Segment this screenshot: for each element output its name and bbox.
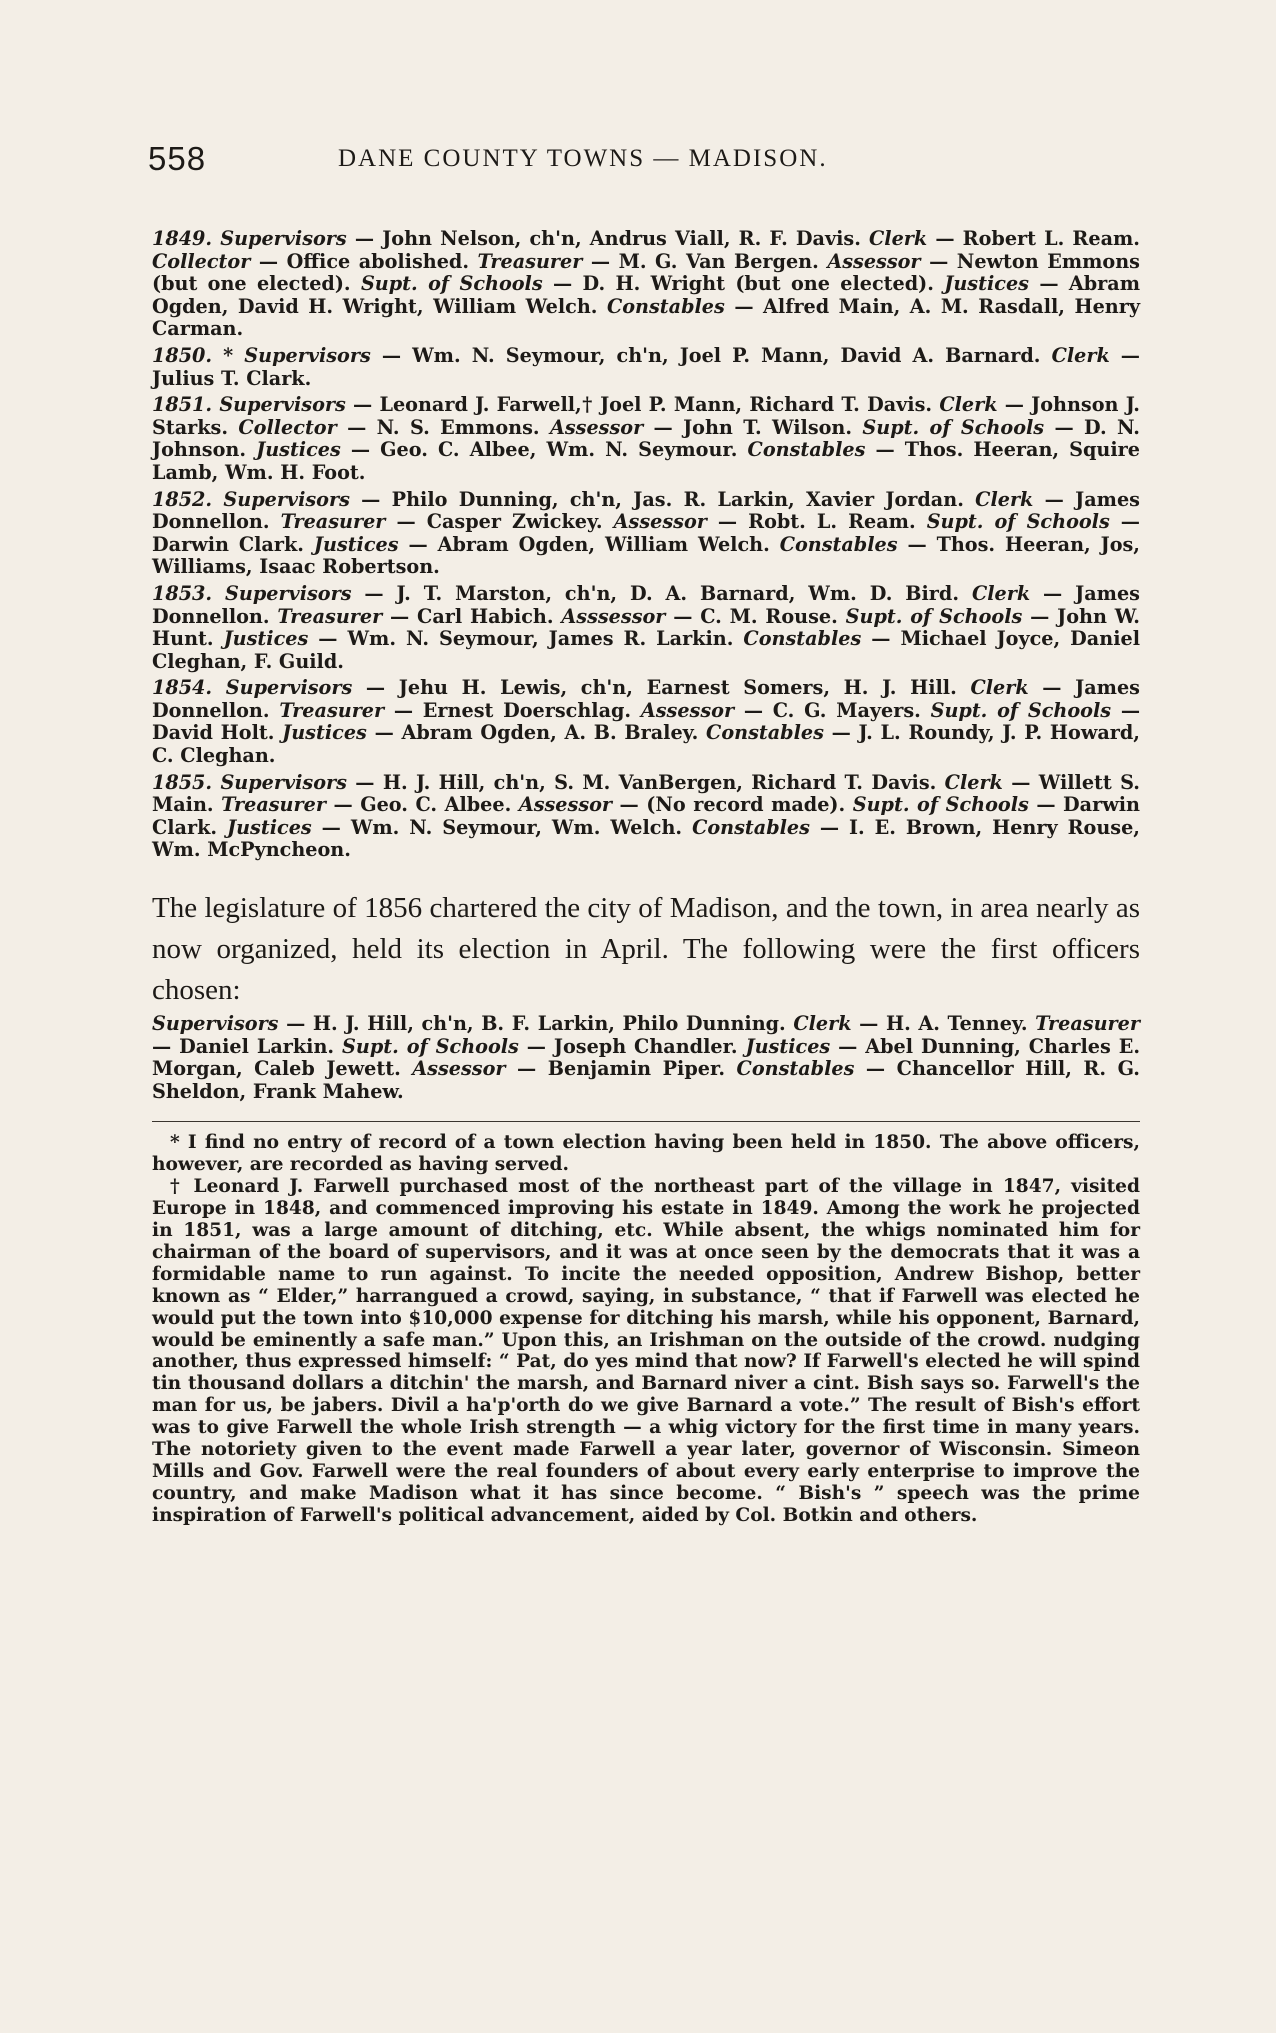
office-holders: Joseph Chandler. [553, 1034, 738, 1058]
office-title: Assessor [827, 249, 921, 273]
first-officers-entry: Supervisors — H. J. Hill, ch'n, B. F. Larkin, Philo Dunning. Clerk — H. A. Tenney. Treasurer — Daniel Larkin. Supt. of Schools — Joseph Chandler. Justices — Abel Dunning, Charles E. Morgan, Caleb Jewett. Assessor — Benjamin Piper. Constables — Chancellor Hill, R. G. Sheldon, Frank Mahew. [152, 1012, 1140, 1103]
page-body [152, 228, 1140, 1527]
office-holders: Julius T. Clark. [152, 366, 312, 390]
office-title: Constables [736, 1057, 855, 1081]
office-title: Clerk [1051, 343, 1110, 367]
office-holders: Willett S. Main. [152, 770, 1140, 817]
office-title: Clerk [971, 581, 1031, 605]
office-title: Justices [227, 815, 312, 839]
office-title: Supt. of Schools [852, 793, 1029, 817]
office-title: Supt. of Schools [862, 415, 1045, 439]
office-title: Treasurer [277, 604, 383, 628]
office-holders: Jehu H. Lewis, ch'n, Earnest Somers, H. J. Hill. [398, 676, 957, 700]
office-holders: James Donnellon. [152, 487, 1140, 534]
office-title: Collector [152, 249, 251, 273]
office-holders: Ernest Doerschlag. [422, 698, 632, 722]
office-holders: John W. Hunt. [152, 604, 1140, 651]
office-holders: C. G. Mayers. [772, 698, 921, 722]
election-year: 1850. * [152, 343, 234, 367]
office-title: Justices [282, 721, 367, 745]
office-title: Justices [223, 627, 309, 651]
office-title: Constables [779, 532, 898, 556]
office-holders: Philo Dunning, ch'n, Jas. R. Larkin, Xavier Jordan. [391, 487, 964, 511]
office-holders: C. M. Rouse. [700, 604, 838, 628]
office-title: Supt. of Schools [342, 1034, 519, 1058]
office-title: Justices [944, 272, 1029, 296]
office-holders: Thos. Heeran, Jos, Williams, Isaac Robertson. [152, 532, 1140, 579]
office-title: Clerk [975, 487, 1034, 511]
office-holders: J. T. Marston, ch'n, D. A. Barnard, Wm. D. Bird. [396, 581, 960, 605]
office-holders: Benjamin Piper. [547, 1057, 725, 1081]
charter-paragraph: The legislature of 1856 chartered the city of Madison, and the town, in area nearly as now organized, held its election in April. The following were the first officers chosen: [152, 892, 1140, 1007]
office-holders: H. J. Hill, ch'n, S. M. VanBergen, Richard T. Davis. [382, 770, 937, 794]
running-title: DANE COUNTY TOWNS — MADISON. [338, 145, 828, 172]
election-entry: 1852. Supervisors — Philo Dunning, ch'n, Jas. R. Larkin, Xavier Jordan. Clerk — James Donnellon. Treasurer — Casper Zwickey. Assessor — Robt. L. Ream. Supt. of Schools — Darwin Clark. Justices — Abram Ogden, William Welch. Constables — Thos. Heeran, Jos, Williams, Isaac Robertson. [152, 487, 1140, 579]
office-holders: Daniel Larkin. [179, 1034, 335, 1058]
office-title: Assessor [518, 793, 613, 817]
footnote-asterisk: * I find no entry of record of a town election having been held in 1850. The above officers, however, are recorded as having served. [152, 1132, 1140, 1176]
office-title: Supervisors [220, 227, 347, 250]
footnote-rule [152, 1121, 1140, 1122]
office-holders: D. N. Johnson. [152, 415, 1140, 462]
office-title: Clerk [869, 227, 928, 250]
office-holders: Abram Ogden, William Welch. [437, 532, 770, 556]
office-title: Treasurer [1035, 1012, 1140, 1036]
election-year: 1855. [152, 770, 213, 794]
office-holders: I. E. Brown, Henry Rouse, Wm. McPyncheon. [152, 815, 1140, 862]
office-title: Clerk [944, 770, 1003, 794]
office-holders: Wm. N. Seymour, ch'n, Joel P. Mann, David A. Barnard. [412, 343, 1041, 367]
office-title: Constables [692, 815, 810, 839]
office-holders: Abram Ogden, David H. Wright, William Welch. [152, 272, 1141, 318]
election-entry: 1853. Supervisors — J. T. Marston, ch'n, D. A. Barnard, Wm. D. Bird. Clerk — James Donnellon. Treasurer — Carl Habich. Asssessor — C. M. Rouse. Supt. of Schools — John W. Hunt. Justices — Wm. N. Seymour, James R. Larkin. Constables — Michael Joyce, Daniel Cleghan, F. Guild. [152, 581, 1140, 673]
office-holders: John Nelson, ch'n, Andrus Viall, R. F. Davis. [382, 227, 861, 250]
office-title: Treasurer [280, 510, 386, 534]
office-title: Supt. of Schools [926, 510, 1110, 534]
office-title: Supervisors [244, 343, 371, 367]
election-entry: 1849. Supervisors — John Nelson, ch'n, Andrus Viall, R. F. Davis. Clerk — Robert L. Ream. Collector — Office abolished. Treasurer — M. G. Van Bergen. Assessor — Newton Emmons (but one elected). Supt. of Schools — D. H. Wright (but one elected). Justices — Abram Ogden, David H. Wright, William Welch. Constables — Alfred Main, A. M. Rasdall, Henry Carman. [152, 227, 1141, 341]
election-entries [152, 228, 1140, 862]
office-holders: M. G. Van Bergen. [618, 249, 819, 273]
office-holders: Leonard J. Farwell,† Joel P. Mann, Richard T. Davis. [379, 393, 933, 417]
office-holders: Thos. Heeran, Squire Lamb, Wm. H. Foot. [152, 438, 1140, 484]
office-title: Assessor [549, 415, 644, 439]
office-title: Supervisors [219, 393, 346, 417]
office-title: Supt. of Schools [930, 698, 1112, 722]
office-holders: (No record made). [646, 793, 846, 817]
office-title: Supervisors [152, 1012, 279, 1036]
running-head [148, 140, 1138, 190]
page-number: 558 [148, 140, 207, 177]
office-holders: David Holt. [152, 721, 275, 745]
office-title: Treasurer [279, 698, 385, 722]
office-holders: Newton Emmons (but one elected). [152, 249, 1140, 296]
election-entry: 1850. * Supervisors — Wm. N. Seymour, ch'n, Joel P. Mann, David A. Barnard. Clerk — Julius T. Clark. [152, 343, 1140, 390]
election-year: 1852. [152, 487, 213, 511]
office-title: Collector [238, 415, 337, 439]
office-title: Supt. of Schools [360, 272, 543, 296]
office-title: Clerk [970, 676, 1029, 700]
office-holders: D. H. Wright (but one elected). [582, 272, 934, 296]
office-holders: Chancellor Hill, R. G. Sheldon, Frank Mahew. [152, 1057, 1140, 1103]
election-year: 1849. [152, 227, 213, 250]
office-title: Supervisors [220, 770, 347, 794]
office-holders: Alfred Main, A. M. Rasdall, Henry Carman. [152, 294, 1140, 341]
office-title: Supervisors [223, 487, 350, 511]
office-holders: Wm. N. Seymour, Wm. Welch. [350, 815, 683, 839]
office-holders: Wm. N. Seymour, James R. Larkin. [347, 627, 734, 651]
office-holders: Carl Habich. [417, 604, 554, 628]
office-title: Justices [313, 532, 399, 556]
election-year: 1851. [152, 393, 213, 417]
office-title: Assessor [412, 1057, 506, 1081]
office-holders: H. A. Tenney. [885, 1012, 1028, 1036]
office-holders: Johnson J. Starks. [152, 393, 1140, 439]
office-holders: Darwin Clark. [152, 532, 304, 556]
office-title: Constables [743, 627, 862, 651]
office-holders: John T. Wilson. [683, 415, 853, 439]
office-holders: H. J. Hill, ch'n, B. F. Larkin, Philo Dunning. [312, 1012, 786, 1036]
office-holders: Darwin Clark. [152, 793, 1140, 839]
office-title: Asssessor [561, 604, 666, 628]
election-entry: 1855. Supervisors — H. J. Hill, ch'n, S. M. VanBergen, Richard T. Davis. Clerk — Willett S. Main. Treasurer — Geo. C. Albee. Assessor — (No record made). Supt. of Schools — Darwin Clark. Justices — Wm. N. Seymour, Wm. Welch. Constables — I. E. Brown, Henry Rouse, Wm. McPyncheon. [152, 770, 1140, 862]
office-holders: Robert L. Ream. [962, 227, 1140, 250]
office-holders: J. L. Roundy, J. P. Howard, C. Cleghan. [152, 721, 1140, 768]
office-title: Constables [606, 294, 725, 318]
election-entry: 1854. Supervisors — Jehu H. Lewis, ch'n, Earnest Somers, H. J. Hill. Clerk — James Donnellon. Treasurer — Ernest Doerschlag. Assessor — C. G. Mayers. Supt. of Schools — David Holt. Justices — Abram Ogden, A. B. Braley. Constables — J. L. Roundy, J. P. Howard, C. Cleghan. [152, 676, 1141, 768]
office-title: Constables [747, 438, 866, 462]
office-title: Supervisors [225, 581, 352, 605]
office-holders: James Donnellon. [152, 581, 1140, 628]
office-title: Assessor [613, 510, 707, 534]
footnote-dagger: † Leonard J. Farwell purchased most of the northeast part of the village in 1847, visited Europe in 1848, and commenced improving his estate in 1849. Among the work he projected in 1851, was a large amount of ditching, etc. While absent, the whigs nominated him for chairman of the board of supervisors, and it was at once seen by the democrats that it was a formidable name to run against. To incite the needed opposition, Andrew Bishop, better known as “ Elder,” harrangued a crowd, saying, in substance, “ that if Farwell was elected he would put the town into $10,000 expense for ditching his marsh, while his opponent, Barnard, would be eminently a safe man.” Upon this, an Irishman on the outside of the crowd. nudging another, thus expressed himself: “ Pat, do yes mind that now? If Farwell's elected he will spind tin thousand dollars a ditchin' the marsh, and Barnard niver a cint. Bish says so. Farwell's the man for us, be jabers. Divil a ha'p'orth do we give Barnard a vote.” The result of Bish's effort was to give Farwell the whole Irish strength — a whig victory for the first time in many years. The notoriety given to the event made Farwell a year later, governor of Wisconsin. Simeon Mills and Gov. Farwell were the real founders of about every early enterprise to improve the country, and make Madison what it has since become. “ Bish's ” speech was the prime inspiration of Farwell's political advancement, aided by Col. Botkin and others. [152, 1176, 1140, 1526]
office-title: Treasurer [221, 793, 326, 817]
office-holders: N. S. Emmons. [376, 415, 540, 439]
election-year: 1854. [152, 676, 213, 700]
office-title: Supt. of Schools [845, 604, 1023, 628]
office-title: Assessor [640, 698, 735, 722]
office-holders: Robt. L. Ream. [748, 510, 916, 534]
office-title: Justices [745, 1034, 831, 1058]
office-title: Justices [256, 438, 341, 462]
office-holders: Office abolished. [286, 249, 470, 273]
office-holders: Geo. C. Albee, Wm. N. Seymour. [380, 438, 738, 462]
office-title: Supervisors [225, 676, 353, 700]
office-holders: James Donnellon. [152, 676, 1140, 722]
election-year: 1853. [152, 581, 213, 605]
office-holders: Casper Zwickey. [426, 510, 603, 534]
election-entry: 1851. Supervisors — Leonard J. Farwell,† Joel P. Mann, Richard T. Davis. Clerk — Johnson J. Starks. Collector — N. S. Emmons. Assessor — John T. Wilson. Supt. of Schools — D. N. Johnson. Justices — Geo. C. Albee, Wm. N. Seymour. Constables — Thos. Heeran, Squire Lamb, Wm. H. Foot. [152, 393, 1140, 484]
office-title: Constables [706, 721, 824, 745]
office-title: Treasurer [477, 249, 583, 273]
office-title: Clerk [939, 393, 998, 417]
office-holders: Abel Dunning, Charles E. Morgan, Caleb Jewett. [152, 1034, 1140, 1081]
office-holders: Abram Ogden, A. B. Braley. [401, 721, 699, 745]
office-title: Clerk [793, 1012, 852, 1036]
office-holders: Geo. C. Albee. [360, 793, 512, 817]
office-holders: Michael Joyce, Daniel Cleghan, F. Guild. [152, 627, 1140, 673]
